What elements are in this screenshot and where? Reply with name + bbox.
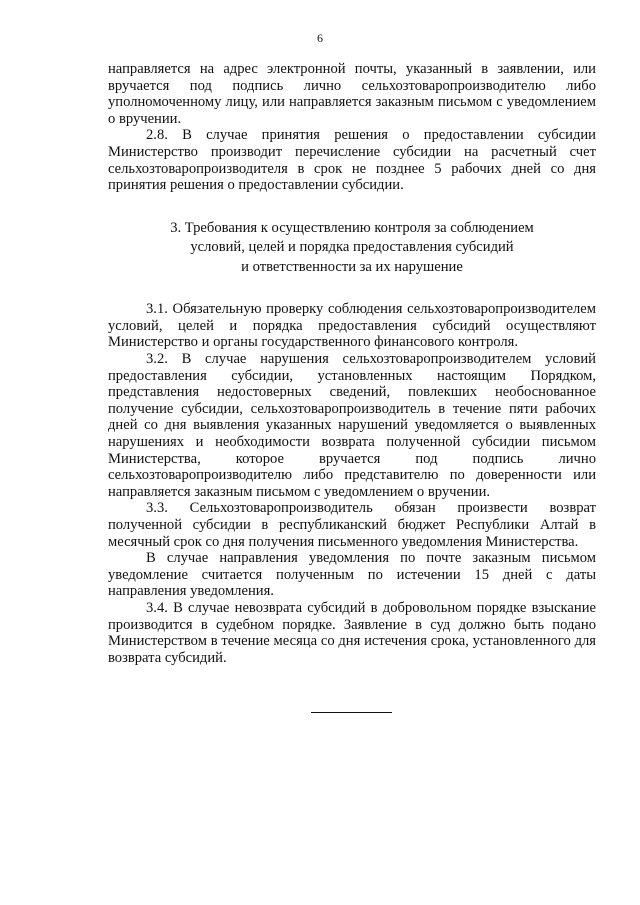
document-body — [108, 61, 596, 666]
paragraph-3-1: 3.1. Обязательную проверку соблюдения сельхозтоваропроизводителем условий, целей и порядка предоставления субсидий осуществляют Министерство и органы государственного финансового контроля. — [108, 301, 596, 351]
paragraph-3-3-notice: В случае направления уведомления по почте заказным письмом уведомление считается полученным по истечении 15 дней с даты направления уведомления. — [108, 550, 596, 600]
section-3-heading — [108, 219, 596, 278]
paragraph-3-2: 3.2. В случае нарушения сельхозтоваропроизводителем условий предоставления субсидии, установленных настоящим Порядком, представления недостоверных сведений, повлекших необоснованное получение субсидии, сельхозтоваропроизводитель в течение пяти рабочих дней со дня выявления указанных нарушений уведомляется о выявленных нарушениях и необходимости возврата полученной субсидии письмом Министерства, которое вручается под подпись лично сельхозтоваропроизводителю либо представителю по доверенности или направляется заказным письмом с уведомлением о вручении. — [108, 351, 596, 500]
section-heading-line-2: условий, целей и порядка предоставления субсидий — [190, 239, 514, 256]
paragraph-continuation: направляется на адрес электронной почты, указанный в заявлении, или вручается под подпись лично сельхозтоваропроизводителю либо уполномоченному лицу, или направляется заказным письмом с уведомлением о вручении. — [108, 61, 596, 127]
paragraph-2-8: 2.8. В случае принятия решения о предоставлении субсидии Министерство производит перечисление субсидии на расчетный счет сельхозтоваропроизводителя в срок не позднее 5 рабочих дней со дня принятия решения о предоставлении субсидии. — [108, 127, 596, 194]
section-heading-line-1: 3. Требования к осуществлению контроля за соблюдением — [170, 219, 534, 236]
page-number: 6 — [317, 31, 323, 45]
section-heading-line-3: и ответственности за их нарушение — [241, 258, 463, 275]
end-of-document-rule — [311, 712, 392, 713]
paragraph-3-3: 3.3. Сельхозтоваропроизводитель обязан произвести возврат полученной субсидии в республиканский бюджет Республики Алтай в месячный срок со дня получения письменного уведомления Министерства. — [108, 500, 596, 550]
paragraph-3-4: 3.4. В случае невозврата субсидий в добровольном порядке взыскание производится в судебном порядке. Заявление в суд должно быть подано Министерством в течение месяца со дня истечения срока, установленного для возврата субсидий. — [108, 599, 596, 666]
